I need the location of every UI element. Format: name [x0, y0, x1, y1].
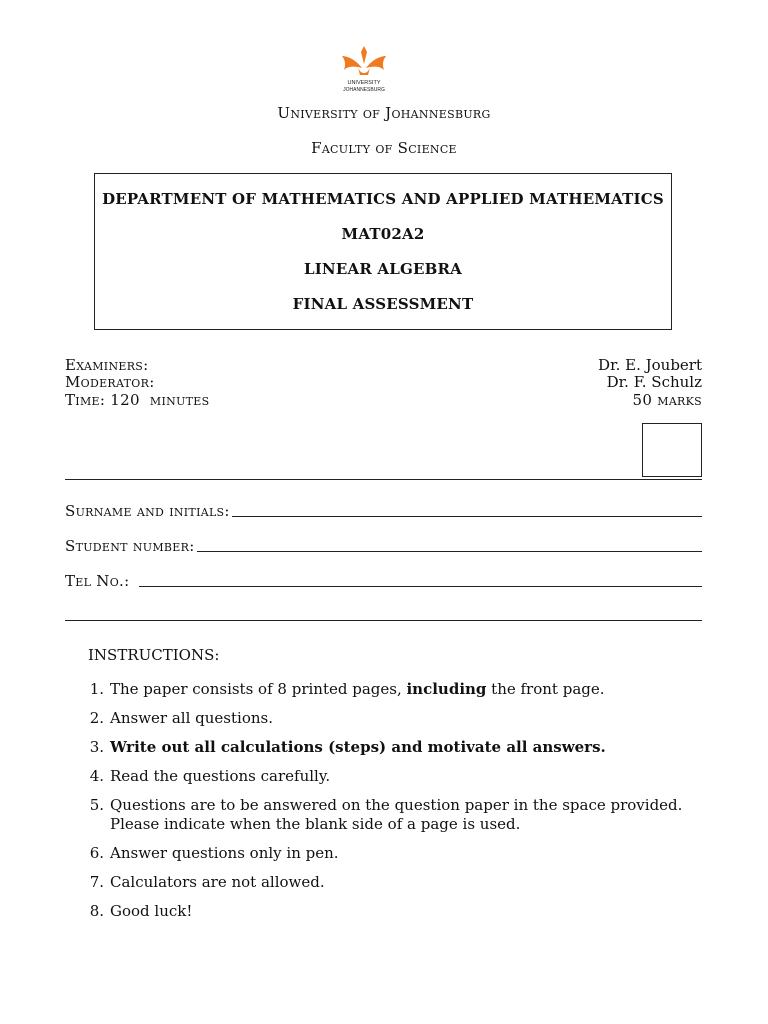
student-number-field[interactable] — [65, 533, 702, 555]
tel-label: Tel No.: — [65, 572, 130, 590]
moderator-name: Dr. F. Schulz — [606, 373, 702, 391]
logo-text-university: UNIVERSITY — [347, 80, 381, 86]
total-marks: 50 marks — [632, 391, 702, 409]
instructions-title: INSTRUCTIONS: — [88, 646, 220, 664]
university-logo — [338, 42, 390, 94]
course-name: LINEAR ALGEBRA — [303, 260, 463, 278]
divider-bottom — [65, 620, 702, 621]
surname-label: Surname and initials: — [65, 502, 230, 520]
logo-text-johannesburg: JOHANNESBURG — [343, 87, 385, 93]
department-box — [94, 173, 672, 330]
divider-top — [65, 479, 702, 480]
instruction-item: 2. Answer all questions. — [89, 709, 273, 727]
surname-field[interactable] — [65, 498, 702, 520]
course-code: MAT02A2 — [341, 225, 425, 243]
marks-box[interactable] — [642, 423, 702, 477]
surname-line[interactable] — [232, 516, 702, 517]
instruction-item: 5. Questions are to be answered on the question paper in the space provided. Please indicate when the blank side of a page is used. — [89, 796, 683, 833]
department-name: DEPARTMENT OF MATHEMATICS AND APPLIED MATHEMATICS — [102, 190, 664, 208]
instruction-item: 7. Calculators are not allowed. — [89, 873, 325, 891]
time-label: Time: 120 minutes — [65, 391, 210, 409]
assessment-type: FINAL ASSESSMENT — [292, 295, 474, 313]
instructions-list — [80, 680, 720, 931]
examiners-label: Examiners: — [65, 356, 149, 374]
instruction-item: 8. Good luck! — [89, 902, 193, 920]
faculty-name: Faculty of Science — [311, 139, 457, 157]
university-name: University of Johannesburg — [277, 104, 491, 122]
examiner-name: Dr. E. Joubert — [598, 356, 702, 374]
instruction-item: 4. Read the questions carefully. — [89, 767, 331, 785]
tel-line[interactable] — [139, 586, 702, 587]
moderator-label: Moderator: — [65, 373, 155, 391]
instruction-item: 1. The paper consists of 8 printed pages, including the front page. — [89, 680, 605, 698]
instruction-item: 3. Write out all calculations (steps) and motivate all answers. — [89, 738, 606, 756]
student-number-line[interactable] — [197, 551, 702, 552]
student-number-label: Student number: — [65, 537, 195, 555]
tel-field[interactable] — [65, 568, 702, 590]
instruction-item: 6. Answer questions only in pen. — [89, 844, 339, 862]
